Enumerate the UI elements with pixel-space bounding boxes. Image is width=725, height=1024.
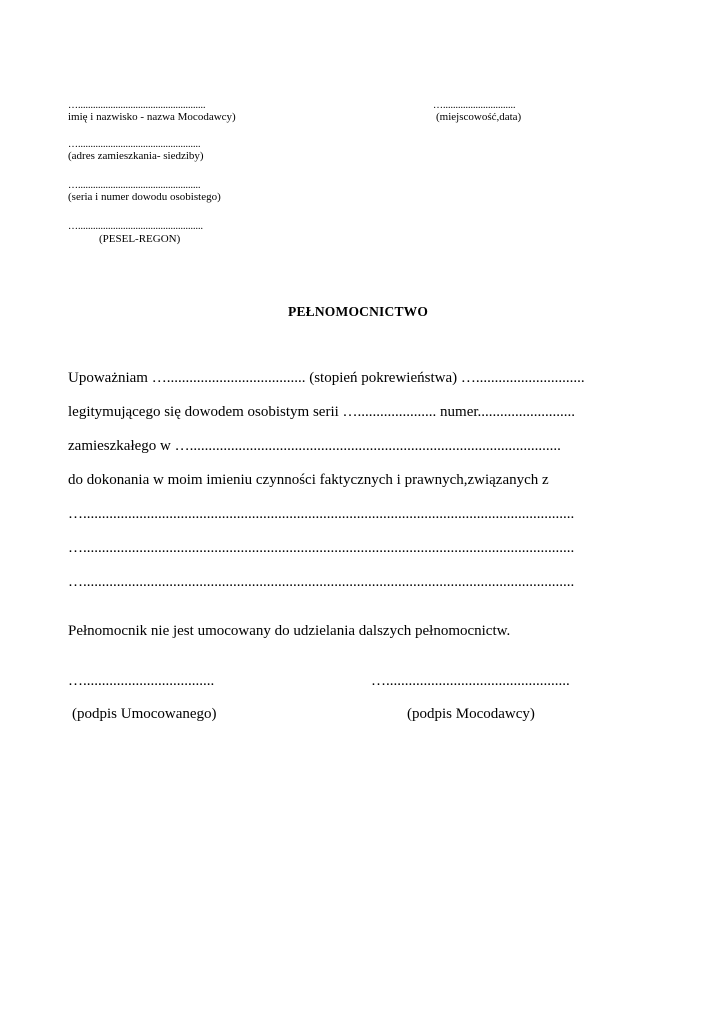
body-dotted-line-2: …................................................................................................................................... [68,540,575,556]
address-dotted-line: …................................................. [68,139,201,150]
id-label: (seria i numer dowodu osobistego) [68,191,221,203]
document-title: PEŁNOMOCNICTWO [288,304,429,319]
body-dotted-line-1: …................................................................................................................................... [68,506,575,522]
place-date-label: (miejscowość,data) [436,111,522,123]
signature-left-label: (podpis Umocowanego) [72,706,217,722]
mocodawca-label: imię i nazwisko - nazwa Mocodawcy) [68,111,236,123]
signature-right-dotted-line: …................................................. [371,673,570,689]
signature-left-dotted-line: …................................... [68,673,215,689]
body-note: Pełnomocnik nie jest umocowany do udzielania dalszych pełnomocnictw. [68,623,511,639]
body-dotted-line-3: …................................................................................................................................... [68,574,575,590]
signature-right-label: (podpis Mocodawcy) [407,706,535,722]
body-line-id-document: legitymującego się dowodem osobistym serii …..................... numer.......................... [68,404,576,420]
body-line-scope: do dokonania w moim imieniu czynności faktycznych i prawnych,związanych z [68,472,549,488]
pesel-dotted-line: ….................................................. [68,221,203,232]
id-dotted-line: …................................................. [68,180,201,191]
body-line-residence: zamieszkałego w …................................................................................................... [68,438,561,454]
pesel-label: (PESEL-REGON) [99,233,181,245]
place-date-dotted-line: …............................. [433,100,516,111]
address-label: (adres zamieszkania- siedziby) [68,150,204,162]
mocodawca-dotted-line: …................................................... [68,100,206,111]
body-line-authorize: Upoważniam …..................................... (stopień pokrewieństwa) …............................. [68,370,585,386]
